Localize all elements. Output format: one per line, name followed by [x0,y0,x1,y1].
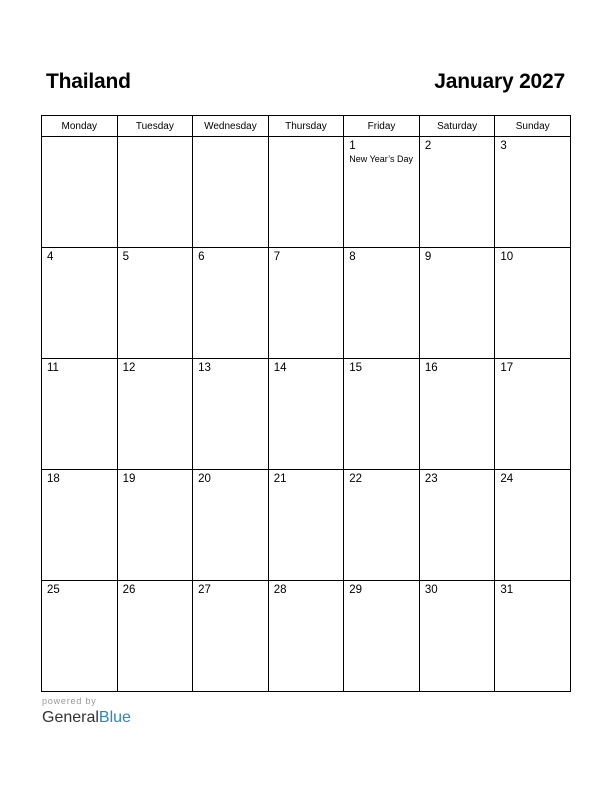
weekday-header-row [42,116,571,137]
day-cell [42,248,118,359]
day-number: 16 [424,362,438,374]
day-number: 26 [122,584,136,596]
day-number [193,137,268,140]
brand-name-part2: Blue [98,709,131,726]
day-cell [193,581,269,692]
day-number: 6 [198,251,205,263]
weekday-header: Wednesday [193,116,269,137]
day-cell [42,581,118,692]
day-cell [419,470,495,581]
day-cell [495,137,571,248]
day-number: 12 [122,362,136,374]
day-number: 7 [273,251,281,263]
day-cell [344,581,420,692]
day-number: 23 [424,473,438,485]
day-number: 29 [349,584,363,596]
generalblue-branding[interactable] [42,696,131,728]
weekday-header: Tuesday [117,116,193,137]
day-number: 9 [424,251,432,263]
day-number: 15 [349,362,363,374]
day-number: 3 [500,140,507,152]
day-cell [193,359,269,470]
day-cell [419,137,495,248]
day-number: 27 [198,584,211,596]
day-cell [117,248,193,359]
weekday-header: Thursday [268,116,344,137]
day-number: 28 [273,584,287,596]
day-number: 1 [349,140,356,152]
day-cell [495,470,571,581]
day-number: 20 [198,473,211,485]
day-number: 4 [47,251,54,263]
day-number: 30 [424,584,438,596]
calendar-grid [41,115,571,692]
day-cell [268,248,344,359]
weekday-header: Saturday [419,116,495,137]
day-cell [42,470,118,581]
week-row [42,470,571,581]
day-number: 21 [273,473,287,485]
day-number [42,137,117,140]
weekday-header: Monday [42,116,118,137]
brand-name-part1: General [42,709,99,726]
generalblue-logo[interactable] [42,708,131,728]
day-cell [419,359,495,470]
day-cell [268,470,344,581]
day-number: 2 [424,140,432,152]
day-cell [42,137,118,248]
powered-by-text: powered by [42,696,97,706]
day-number: 22 [349,473,363,485]
day-number [269,137,344,140]
day-number: 5 [122,251,129,263]
day-cell [117,137,193,248]
day-cell [495,248,571,359]
month-year-title: January 2027 [434,70,565,93]
day-cell [117,359,193,470]
day-number: 13 [198,362,211,374]
day-cell [268,581,344,692]
day-number: 11 [47,362,59,374]
day-cell [117,470,193,581]
week-row [42,137,571,248]
day-cell [419,581,495,692]
weekday-header: Sunday [495,116,571,137]
day-cell [268,137,344,248]
day-cell [193,470,269,581]
day-number: 25 [47,584,60,596]
day-cell [344,137,420,248]
weekday-header: Friday [344,116,420,137]
day-number: 24 [500,473,514,485]
day-cell [495,581,571,692]
day-cell [268,359,344,470]
week-row [42,359,571,470]
day-cell [344,359,420,470]
week-row [42,581,571,692]
day-cell [344,248,420,359]
day-number: 14 [273,362,287,374]
day-number: 19 [122,473,136,485]
day-number: 31 [500,584,514,596]
day-cell [117,581,193,692]
day-cell [419,248,495,359]
week-row [42,248,571,359]
day-number: 8 [349,251,356,263]
day-cell [193,248,269,359]
country-title: Thailand [46,70,131,93]
day-number [118,137,193,140]
day-cell [495,359,571,470]
day-cell [42,359,118,470]
day-number: 10 [500,251,514,263]
day-cell [344,470,420,581]
day-number: 18 [47,473,60,485]
day-number: 17 [500,362,514,374]
holiday-label: New Year’s Day [349,154,413,164]
day-cell [193,137,269,248]
